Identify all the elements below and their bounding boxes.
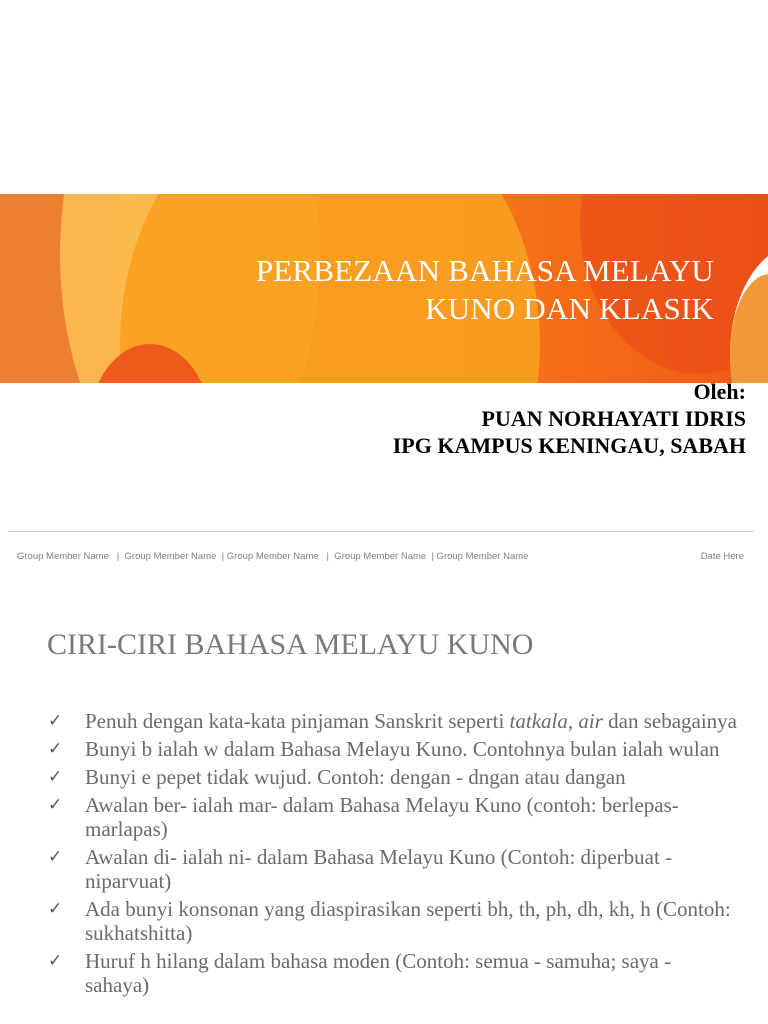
list-item (48, 709, 738, 733)
list-item (48, 845, 738, 893)
item-text: Bunyi b ialah w dalam Bahasa Melayu Kuno. Contohnya bulan ialah wulan (85, 737, 720, 761)
footer-divider (8, 531, 754, 532)
author-name: PUAN NORHAYATI IDRIS (481, 406, 746, 431)
item-text: Bunyi e pepet tidak wujud. Contoh: dengan - dngan atau dangan (85, 765, 626, 789)
check-icon: ✓ (48, 847, 63, 867)
check-icon: ✓ (48, 899, 63, 919)
item-italic-text: tatkala, air (509, 709, 603, 733)
check-icon: ✓ (48, 767, 63, 787)
list-item (48, 949, 738, 997)
list-item (48, 737, 738, 761)
item-text: Awalan di- ialah ni- dalam Bahasa Melayu Kuno (Contoh: diperbuat - niparvuat) (85, 845, 673, 893)
slide-footer (17, 551, 744, 562)
list-item (48, 793, 738, 841)
slide-heading: CIRI-CIRI BAHASA MELAYU KUNO (47, 628, 534, 661)
item-text: dan sebagainya (602, 709, 738, 733)
list-item (48, 765, 738, 789)
item-text: Penuh dengan kata-kata pinjaman Sanskrit seperti (85, 709, 510, 733)
title-line-2: KUNO DAN KLASIK (425, 291, 714, 326)
feature-list (48, 709, 738, 1001)
author-label: Oleh: (693, 379, 746, 404)
item-text: Awalan ber- ialah mar- dalam Bahasa Melayu Kuno (contoh: berlepas-marlapas) (85, 793, 679, 841)
list-item (48, 897, 738, 945)
footer-members: Group Member Name | Group Member Name | Group Member Name | Group Member Name | Group Member Name (17, 551, 529, 562)
presentation-title (256, 252, 714, 328)
title-line-1: PERBEZAAN BAHASA MELAYU (255, 253, 714, 288)
author-org: IPG KAMPUS KENINGAU, SABAH (392, 433, 746, 458)
item-text: Huruf h hilang dalam bahasa moden (Contoh: semua - samuha; saya - sahaya) (85, 949, 672, 997)
check-icon: ✓ (48, 711, 63, 731)
footer-date: Date Here (700, 551, 744, 562)
check-icon: ✓ (48, 951, 63, 971)
author-block (393, 378, 746, 459)
check-icon: ✓ (48, 739, 63, 759)
check-icon: ✓ (48, 795, 63, 815)
item-text: Ada bunyi konsonan yang diaspirasikan seperti bh, th, ph, dh, kh, h (Contoh: sukhatshitta) (85, 897, 731, 945)
